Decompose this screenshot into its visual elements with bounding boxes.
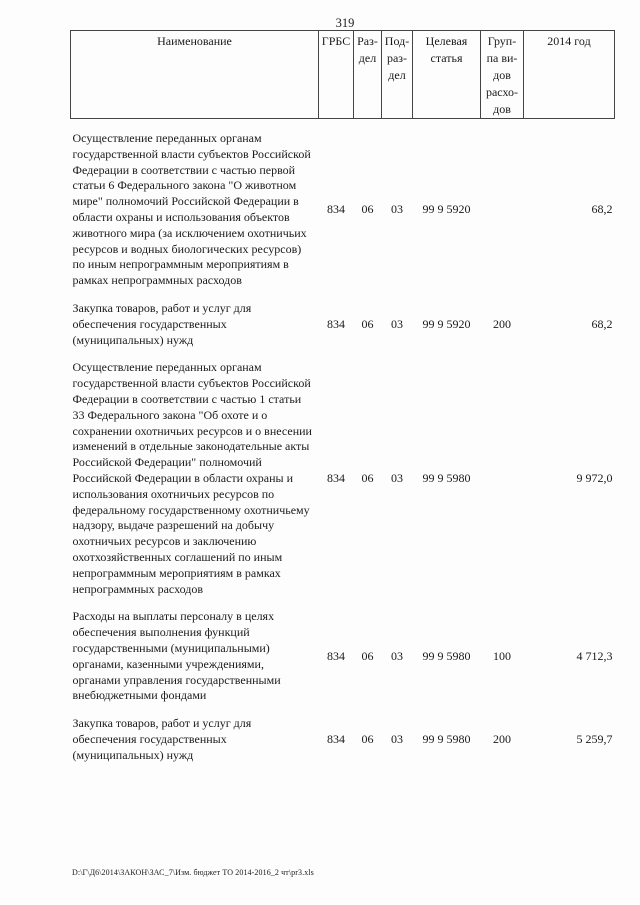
row-podrazdel: 03 bbox=[391, 731, 403, 746]
row-podrazdel: 03 bbox=[391, 316, 403, 331]
header-razdel bbox=[354, 31, 382, 119]
file-path-footer: D:\Г\Д6\2014\ЗАКОН\ЗАС_7\Изм. бюджет ТО 2014-2016_2 чт\pr3.xls bbox=[72, 868, 314, 877]
row-amount: 68,2 bbox=[591, 316, 613, 331]
row-grbs: 834 bbox=[327, 470, 345, 485]
row-target: 99 9 5920 bbox=[422, 202, 471, 217]
header-group-label: Груп-па ви-дов расхо-дов bbox=[485, 34, 519, 116]
row-name: Расходы на выплаты персоналу в целях обеспечения выполнения функций государственными (муниципальными) органами, казенными учреждениями, органами управления государственными внебюджетными фондами bbox=[72, 609, 281, 703]
table-row bbox=[71, 289, 615, 348]
row-razdel: 06 bbox=[361, 202, 374, 217]
row-razdel: 06 bbox=[361, 316, 374, 331]
row-grbs: 834 bbox=[327, 648, 345, 663]
header-name-label: Наименование bbox=[157, 34, 232, 48]
header-razdel-label: Раз-дел bbox=[357, 34, 378, 65]
row-grbs: 834 bbox=[327, 316, 345, 331]
row-group bbox=[481, 119, 524, 289]
row-group: 200 bbox=[493, 316, 511, 331]
table-row bbox=[71, 704, 615, 763]
row-group bbox=[481, 348, 524, 597]
row-group: 200 bbox=[493, 731, 511, 746]
row-podrazdel: 03 bbox=[391, 470, 403, 485]
header-amount bbox=[524, 31, 615, 119]
header-podrazdel bbox=[382, 31, 413, 119]
row-name: Осуществление переданных органам государственной власти субъектов Российской Федерации в соответствии с частью 1 статьи 33 Федерального закона "Об охоте и о сохранении охотничьих ресурсов и о внесении изменений в отдельные законодательные акты Российской Федерации" полномочий Российской Федерации в области охраны и использования охотничьих ресурсов по федеральному государственному охотничьему надзору, выдаче разрешений на добычу охотничьих ресурсов и заключению охотхозяйственных соглашений по иным непрограммным мероприятиям в рамках непрограммных расходов bbox=[72, 360, 312, 596]
table-row bbox=[71, 119, 615, 289]
row-razdel: 06 bbox=[361, 731, 374, 746]
page-number: 319 bbox=[335, 16, 355, 30]
budget-table bbox=[70, 30, 615, 763]
row-target: 99 9 5980 bbox=[422, 731, 471, 746]
row-target: 99 9 5920 bbox=[422, 316, 471, 331]
row-grbs: 834 bbox=[327, 202, 345, 217]
row-name: Осуществление переданных органам государственной власти субъектов Российской Федерации в соответствии с частью первой статьи 6 Федерального закона "О животном мире" полномочий Российской Федерации в области охраны и использования объектов животного мира (за исключением охотничьих ресурсов и водных биологических ресурсов) по иным непрограммным мероприятиям в рамках непрограммных расходов bbox=[72, 131, 311, 288]
header-target bbox=[413, 31, 481, 119]
row-amount: 9 972,0 bbox=[576, 470, 613, 485]
row-name: Закупка товаров, работ и услуг для обеспечения государственных (муниципальных) нужд bbox=[72, 300, 252, 347]
table-row bbox=[71, 597, 615, 704]
header-grbs bbox=[319, 31, 354, 119]
row-amount: 68,2 bbox=[591, 202, 613, 217]
row-grbs: 834 bbox=[327, 731, 345, 746]
row-razdel: 06 bbox=[361, 470, 374, 485]
row-name: Закупка товаров, работ и услуг для обеспечения государственных (муниципальных) нужд bbox=[72, 716, 252, 762]
row-podrazdel: 03 bbox=[391, 202, 403, 217]
row-amount: 5 259,7 bbox=[576, 731, 613, 746]
row-amount: 4 712,3 bbox=[576, 648, 613, 663]
header-grbs-label: ГРБС bbox=[321, 34, 351, 48]
table-header-row bbox=[71, 31, 615, 119]
row-target: 99 9 5980 bbox=[422, 470, 471, 485]
header-name bbox=[71, 31, 319, 119]
row-target: 99 9 5980 bbox=[422, 648, 471, 663]
row-group: 100 bbox=[493, 648, 511, 663]
row-podrazdel: 03 bbox=[391, 648, 403, 663]
header-podrazdel-label: Под-раз-дел bbox=[384, 34, 410, 82]
header-amount-label: 2014 год bbox=[547, 34, 591, 48]
header-group bbox=[481, 31, 524, 119]
row-razdel: 06 bbox=[361, 648, 374, 663]
table-row bbox=[71, 348, 615, 597]
header-target-label: Целевая статья bbox=[425, 34, 468, 65]
